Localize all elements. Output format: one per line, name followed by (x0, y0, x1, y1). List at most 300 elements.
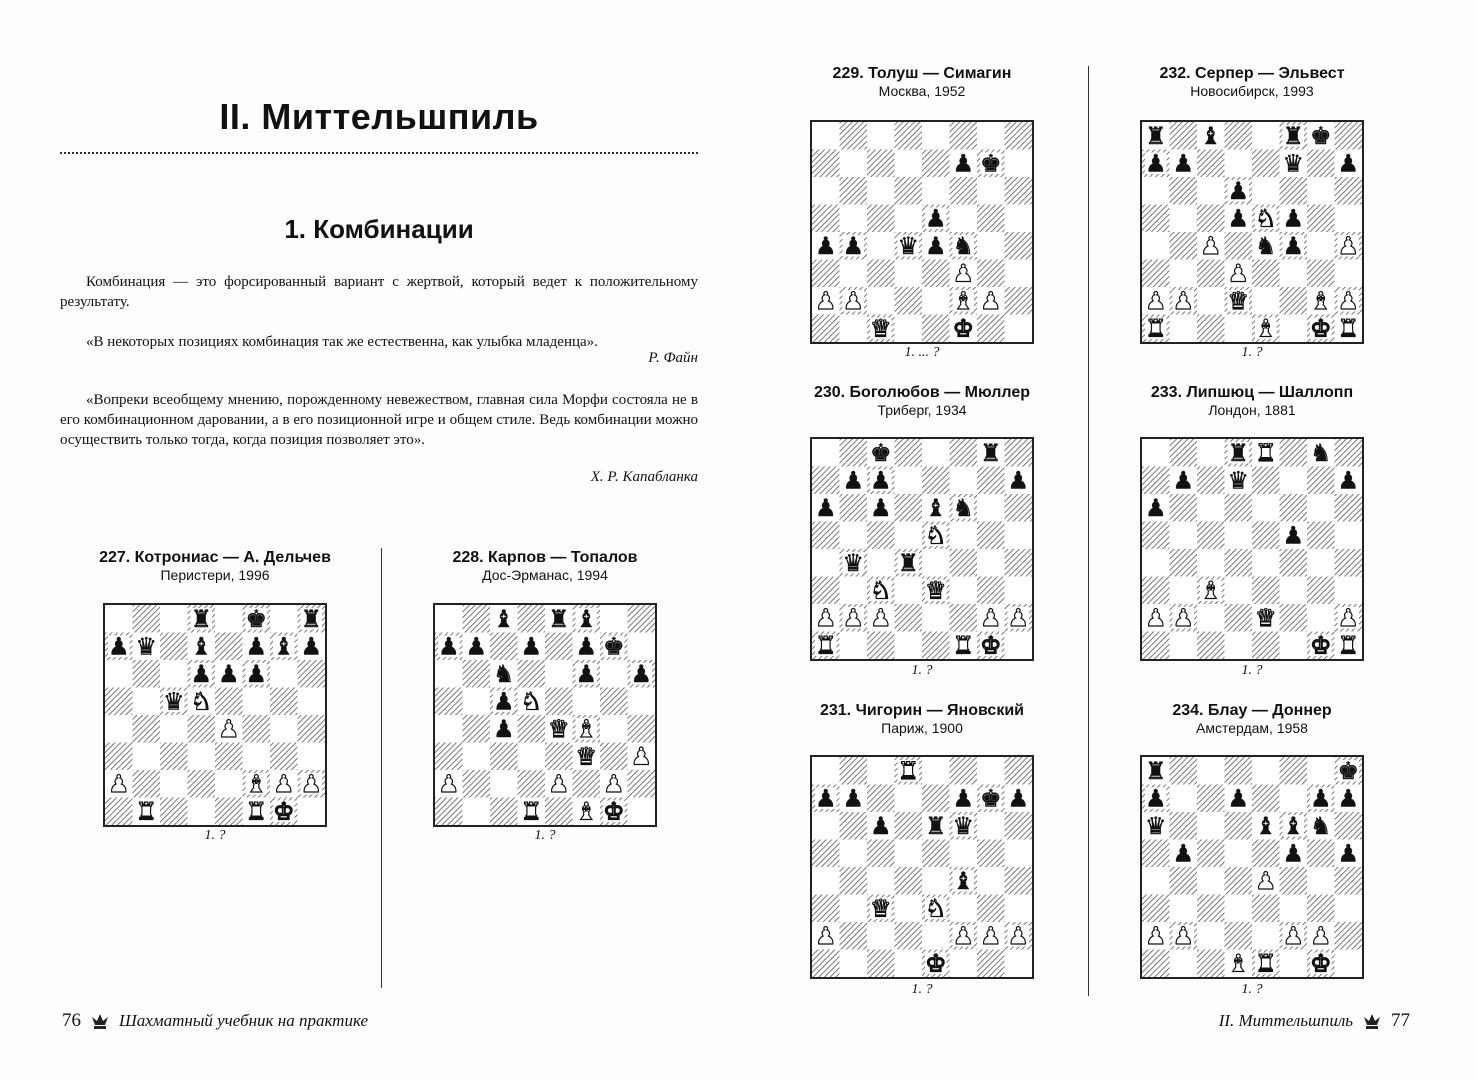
king-icon (1361, 1011, 1383, 1031)
black-rook-icon: ♜ (300, 605, 323, 633)
dark-square (812, 577, 840, 605)
dark-square (922, 467, 950, 495)
dark-square (1005, 549, 1033, 577)
dark-square (950, 122, 978, 150)
white-queen-icon: ♛ (1254, 603, 1277, 632)
left-column-divider (381, 548, 382, 988)
black-queen-icon: ♛ (1144, 811, 1167, 840)
black-pawn-icon: ♟ (814, 493, 837, 522)
black-pawn-icon: ♟ (1144, 493, 1167, 522)
dark-square (105, 798, 133, 826)
black-bishop-icon: ♝ (272, 632, 295, 661)
game-232-header (1102, 64, 1402, 100)
quote-fine-paragraph (60, 332, 698, 352)
dark-square (298, 715, 326, 743)
dark-square (977, 205, 1005, 233)
white-pawn-icon: ♟ (979, 921, 1002, 950)
black-knight-icon: ♞ (1309, 439, 1332, 467)
black-pawn-icon: ♟ (107, 632, 130, 661)
game-233-header (1102, 383, 1402, 419)
dark-square (840, 812, 868, 840)
dark-square (1005, 867, 1033, 895)
black-pawn-icon: ♟ (465, 632, 488, 661)
white-king-icon: ♚ (1309, 631, 1332, 659)
dark-square (1335, 177, 1363, 205)
dark-square (188, 715, 216, 743)
black-pawn-icon: ♟ (1337, 839, 1360, 868)
black-pawn-icon: ♟ (1337, 149, 1360, 178)
dark-square (1252, 150, 1280, 178)
dark-square (867, 632, 895, 660)
dark-square (600, 743, 628, 771)
black-queen-icon: ♛ (162, 687, 185, 716)
game-prompt: 1. ... ? (904, 345, 940, 360)
quote-capablanca-text: «Вопреки всеобщему мнению, порожденному невежеством, главная сила Морфи состояла не в его комбинационном даровании, а в его позиционной игре и общем стиле. Ведь комбинации можно осуществить только тогда, когда позиция позволяет это». (60, 392, 698, 448)
black-queen-icon: ♛ (952, 811, 975, 840)
dark-square (133, 660, 161, 688)
white-bishop-icon: ♝ (1199, 576, 1222, 605)
black-rook-icon: ♜ (1282, 122, 1305, 150)
white-queen-icon: ♛ (869, 314, 892, 342)
dark-square (1005, 232, 1033, 260)
white-knight-icon: ♞ (924, 521, 947, 550)
white-queen-icon: ♛ (1227, 286, 1250, 315)
dark-square (977, 522, 1005, 550)
dark-square (490, 743, 518, 771)
dark-square (1280, 177, 1308, 205)
dark-square (1280, 757, 1308, 785)
white-pawn-icon: ♟ (602, 769, 625, 798)
dark-square (628, 770, 656, 798)
dark-square (600, 688, 628, 716)
white-pawn-icon: ♟ (630, 742, 653, 771)
game-234-header (1102, 701, 1402, 737)
dark-square (977, 577, 1005, 605)
game-228-header (395, 548, 695, 584)
white-bishop-icon: ♝ (1254, 314, 1277, 342)
black-pawn-icon: ♟ (492, 687, 515, 716)
dark-square (1005, 287, 1033, 315)
dark-square (215, 743, 243, 771)
dark-square (1197, 840, 1225, 868)
dark-square (922, 840, 950, 868)
dark-square (105, 688, 133, 716)
white-rook-icon: ♜ (135, 797, 158, 825)
white-pawn-icon: ♟ (217, 714, 240, 743)
black-queen-icon: ♛ (1227, 466, 1250, 495)
white-pawn-icon: ♟ (437, 769, 460, 798)
dark-square (1225, 757, 1253, 785)
white-rook-icon: ♜ (520, 797, 543, 825)
dark-square (1142, 522, 1170, 550)
black-pawn-icon: ♟ (245, 659, 268, 688)
dark-square (895, 287, 923, 315)
dark-square (1142, 260, 1170, 288)
white-pawn-icon: ♟ (979, 603, 1002, 632)
chessboard-231 (810, 755, 1034, 979)
quote-capablanca-author: Х. Р. Капабланка (590, 469, 698, 485)
black-pawn-icon: ♟ (245, 632, 268, 661)
right-column-divider (1088, 66, 1089, 996)
game-place: Триберг, 1934 (877, 402, 967, 418)
dark-square (895, 867, 923, 895)
king-icon (89, 1011, 111, 1031)
dark-square (1170, 867, 1198, 895)
dark-square (215, 633, 243, 661)
game-title: 227. Котрониас — А. Дельчев (99, 549, 331, 566)
dark-square (867, 260, 895, 288)
right-footer (1219, 1010, 1410, 1032)
dark-square (1335, 867, 1363, 895)
dark-square (1335, 122, 1363, 150)
dark-square (1170, 177, 1198, 205)
dark-square (867, 522, 895, 550)
dark-square (270, 688, 298, 716)
dark-square (867, 205, 895, 233)
dark-square (867, 150, 895, 178)
dark-square (977, 260, 1005, 288)
dark-square (270, 743, 298, 771)
game-title: 234. Блау — Доннер (1172, 702, 1332, 719)
black-rook-icon: ♜ (547, 605, 570, 633)
black-pawn-icon: ♟ (814, 231, 837, 260)
game-place: Перистери, 1996 (160, 567, 270, 583)
black-king-icon: ♚ (245, 605, 268, 633)
dark-square (1197, 785, 1225, 813)
dark-square (1252, 785, 1280, 813)
black-pawn-icon: ♟ (1309, 784, 1332, 813)
game-prompt: 1. ? (1241, 982, 1263, 997)
black-bishop-icon: ♝ (1282, 811, 1305, 840)
black-pawn-icon: ♟ (520, 632, 543, 661)
dark-square (812, 315, 840, 343)
game-title: 229. Толуш — Симагин (832, 65, 1012, 82)
chessboard-228 (433, 603, 657, 827)
white-king-icon: ♚ (979, 631, 1002, 659)
black-queen-icon: ♛ (1282, 149, 1305, 178)
dark-square (518, 660, 546, 688)
white-pawn-icon: ♟ (1199, 231, 1222, 260)
white-pawn-icon: ♟ (952, 259, 975, 288)
chapter-title: II. Миттельшпиль (219, 96, 539, 137)
quote-fine-text: «В некоторых позициях комбинация так же естественна, как улыбка младенца». (86, 334, 598, 350)
white-pawn-icon: ♟ (1172, 286, 1195, 315)
dark-square (1170, 757, 1198, 785)
black-pawn-icon: ♟ (869, 493, 892, 522)
dark-square (1170, 494, 1198, 522)
dark-square (1197, 522, 1225, 550)
game-place: Дос-Эрманас, 1994 (482, 567, 608, 583)
white-queen-icon: ♛ (869, 894, 892, 923)
dark-square (1307, 522, 1335, 550)
dark-square (1252, 632, 1280, 660)
dark-square (133, 770, 161, 798)
white-rook-icon: ♜ (1144, 314, 1167, 342)
dark-square (298, 660, 326, 688)
white-rook-icon: ♜ (245, 797, 268, 825)
dark-square (628, 715, 656, 743)
dark-square (545, 688, 573, 716)
black-pawn-icon: ♟ (952, 149, 975, 178)
white-bishop-icon: ♝ (245, 769, 268, 798)
dark-square (1225, 232, 1253, 260)
white-king-icon: ♚ (272, 797, 295, 825)
dark-square (160, 743, 188, 771)
chessboard-233 (1140, 437, 1364, 661)
right-running-title: II. Миттельшпиль (1218, 1011, 1353, 1030)
dark-square (812, 150, 840, 178)
game-title: 232. Серпер — Эльвест (1159, 65, 1345, 82)
white-rook-icon: ♜ (1337, 314, 1360, 342)
white-queen-icon: ♛ (547, 714, 570, 743)
dark-square (1225, 867, 1253, 895)
dark-square (950, 177, 978, 205)
white-pawn-icon: ♟ (869, 603, 892, 632)
black-pawn-icon: ♟ (869, 811, 892, 840)
dark-square (188, 770, 216, 798)
dark-square (1197, 950, 1225, 978)
game-title: 231. Чигорин — Яновский (819, 702, 1024, 719)
game-prompt: 1. ? (1241, 663, 1263, 678)
dark-square (977, 467, 1005, 495)
dark-square (490, 798, 518, 826)
dark-square (1225, 494, 1253, 522)
dark-square (1252, 522, 1280, 550)
dark-square (1307, 260, 1335, 288)
dark-square (1197, 467, 1225, 495)
dark-square (1005, 812, 1033, 840)
black-pawn-icon: ♟ (1227, 176, 1250, 205)
dark-square (1142, 840, 1170, 868)
black-knight-icon: ♞ (952, 231, 975, 260)
chessboard-232 (1140, 120, 1364, 344)
dark-square (977, 840, 1005, 868)
white-bishop-icon: ♝ (1309, 286, 1332, 315)
white-rook-icon: ♜ (952, 631, 975, 659)
game-title: 228. Карпов — Топалов (452, 549, 638, 566)
dark-square (977, 895, 1005, 923)
dark-square (160, 633, 188, 661)
dark-square (1197, 150, 1225, 178)
dark-square (1252, 260, 1280, 288)
section-title: 1. Комбинации (284, 214, 474, 244)
dark-square (1142, 895, 1170, 923)
dark-square (1280, 867, 1308, 895)
white-pawn-icon: ♟ (1254, 866, 1277, 895)
white-pawn-icon: ♟ (272, 769, 295, 798)
white-rook-icon: ♜ (1337, 631, 1360, 659)
dark-square (490, 633, 518, 661)
black-pawn-icon: ♟ (1337, 466, 1360, 495)
dark-square (1252, 577, 1280, 605)
dark-square (977, 950, 1005, 978)
dark-square (1280, 604, 1308, 632)
white-pawn-icon: ♟ (1337, 603, 1360, 632)
dark-square (1307, 577, 1335, 605)
dark-square (518, 715, 546, 743)
game-title: 233. Липшюц — Шаллопп (1150, 384, 1354, 401)
black-rook-icon: ♜ (897, 548, 920, 577)
black-pawn-icon: ♟ (1144, 149, 1167, 178)
black-knight-icon: ♞ (492, 659, 515, 688)
dark-square (1170, 812, 1198, 840)
left-footer (62, 1010, 368, 1032)
black-king-icon: ♚ (979, 149, 1002, 178)
black-pawn-icon: ♟ (1172, 466, 1195, 495)
dark-square (1280, 494, 1308, 522)
dark-square (840, 439, 868, 467)
dark-square (950, 604, 978, 632)
white-pawn-icon: ♟ (1282, 921, 1305, 950)
dark-square (812, 840, 840, 868)
dark-square (1280, 287, 1308, 315)
black-king-icon: ♚ (1337, 757, 1360, 785)
dark-square (628, 605, 656, 633)
white-king-icon: ♚ (1309, 949, 1332, 977)
white-rook-icon: ♜ (1254, 949, 1277, 977)
dark-square (812, 522, 840, 550)
dark-square (812, 260, 840, 288)
dark-square (950, 549, 978, 577)
dark-square (1335, 494, 1363, 522)
dark-square (1170, 122, 1198, 150)
dark-square (435, 798, 463, 826)
black-pawn-icon: ♟ (924, 204, 947, 233)
dark-square (1142, 205, 1170, 233)
dark-square (518, 770, 546, 798)
dark-square (1170, 232, 1198, 260)
dark-square (895, 922, 923, 950)
dark-square (977, 315, 1005, 343)
black-queen-icon: ♛ (135, 632, 158, 661)
black-king-icon: ♚ (869, 439, 892, 467)
dark-square (545, 743, 573, 771)
black-bishop-icon: ♝ (575, 605, 598, 633)
black-pawn-icon: ♟ (1172, 149, 1195, 178)
black-pawn-icon: ♟ (575, 632, 598, 661)
dark-square (243, 715, 271, 743)
black-pawn-icon: ♟ (814, 784, 837, 813)
white-rook-icon: ♜ (814, 631, 837, 659)
dark-square (812, 467, 840, 495)
game-prompt: 1. ? (1241, 345, 1263, 360)
dark-square (1307, 467, 1335, 495)
dark-square (1170, 439, 1198, 467)
game-prompt: 1. ? (911, 663, 933, 678)
white-pawn-icon: ♟ (1144, 286, 1167, 315)
game-229-header (772, 64, 1072, 100)
white-knight-icon: ♞ (924, 894, 947, 923)
white-pawn-icon: ♟ (842, 286, 865, 315)
dark-square (1335, 922, 1363, 950)
dark-square (1335, 812, 1363, 840)
black-pawn-icon: ♟ (1144, 784, 1167, 813)
chessboard-234 (1140, 755, 1364, 979)
dark-square (840, 757, 868, 785)
white-bishop-icon: ♝ (1227, 949, 1250, 977)
dark-square (1170, 549, 1198, 577)
definition-text: Комбинация — это форсированный вариант с жертвой, который ведет к положительному результату. (60, 274, 698, 310)
white-pawn-icon: ♟ (1144, 921, 1167, 950)
black-king-icon: ♚ (602, 632, 625, 661)
black-rook-icon: ♜ (190, 605, 213, 633)
white-king-icon: ♚ (924, 949, 947, 977)
left-page-number: 76 (62, 1010, 81, 1031)
dark-square (1142, 950, 1170, 978)
black-pawn-icon: ♟ (1282, 231, 1305, 260)
black-bishop-icon: ♝ (492, 605, 515, 633)
dark-square (812, 950, 840, 978)
game-227-header (65, 548, 365, 584)
black-pawn-icon: ♟ (217, 659, 240, 688)
white-pawn-icon: ♟ (1227, 259, 1250, 288)
black-king-icon: ♚ (1309, 122, 1332, 150)
black-rook-icon: ♜ (1144, 122, 1167, 150)
dark-square (1280, 439, 1308, 467)
white-knight-icon: ♞ (869, 576, 892, 605)
dark-square (1252, 467, 1280, 495)
dark-square (922, 150, 950, 178)
dark-square (922, 260, 950, 288)
black-rook-icon: ♜ (1144, 757, 1167, 785)
white-pawn-icon: ♟ (814, 603, 837, 632)
black-pawn-icon: ♟ (1282, 521, 1305, 550)
dark-square (840, 177, 868, 205)
dark-square (463, 660, 491, 688)
dark-square (1307, 205, 1335, 233)
game-230-header (772, 383, 1072, 419)
black-pawn-icon: ♟ (842, 784, 865, 813)
dark-square (463, 605, 491, 633)
white-pawn-icon: ♟ (979, 286, 1002, 315)
dark-square (1197, 205, 1225, 233)
white-pawn-icon: ♟ (1007, 921, 1030, 950)
dark-square (840, 122, 868, 150)
dark-square (1335, 549, 1363, 577)
black-rook-icon: ♜ (924, 811, 947, 840)
white-bishop-icon: ♝ (952, 286, 975, 315)
white-queen-icon: ♛ (575, 742, 598, 771)
dark-square (840, 494, 868, 522)
white-pawn-icon: ♟ (107, 769, 130, 798)
dark-square (867, 950, 895, 978)
dark-square (1005, 439, 1033, 467)
quote-fine-author: Р. Файн (648, 350, 698, 366)
dark-square (545, 633, 573, 661)
game-231-header (772, 701, 1072, 737)
dark-square (435, 688, 463, 716)
black-pawn-icon: ♟ (1282, 839, 1305, 868)
game-place: Париж, 1900 (881, 720, 963, 736)
white-pawn-icon: ♟ (842, 603, 865, 632)
game-place: Новосибирск, 1993 (1190, 83, 1314, 99)
black-pawn-icon: ♟ (492, 714, 515, 743)
dark-square (895, 177, 923, 205)
black-bishop-icon: ♝ (1254, 811, 1277, 840)
white-queen-icon: ♛ (924, 576, 947, 605)
white-king-icon: ♚ (602, 797, 625, 825)
dark-square (1307, 150, 1335, 178)
dark-square (1142, 577, 1170, 605)
white-king-icon: ♚ (1309, 314, 1332, 342)
dark-square (1252, 840, 1280, 868)
dark-square (950, 439, 978, 467)
black-knight-icon: ♞ (1254, 231, 1277, 260)
white-bishop-icon: ♝ (575, 714, 598, 743)
dark-square (1197, 895, 1225, 923)
dark-square (922, 632, 950, 660)
white-knight-icon: ♞ (190, 687, 213, 716)
